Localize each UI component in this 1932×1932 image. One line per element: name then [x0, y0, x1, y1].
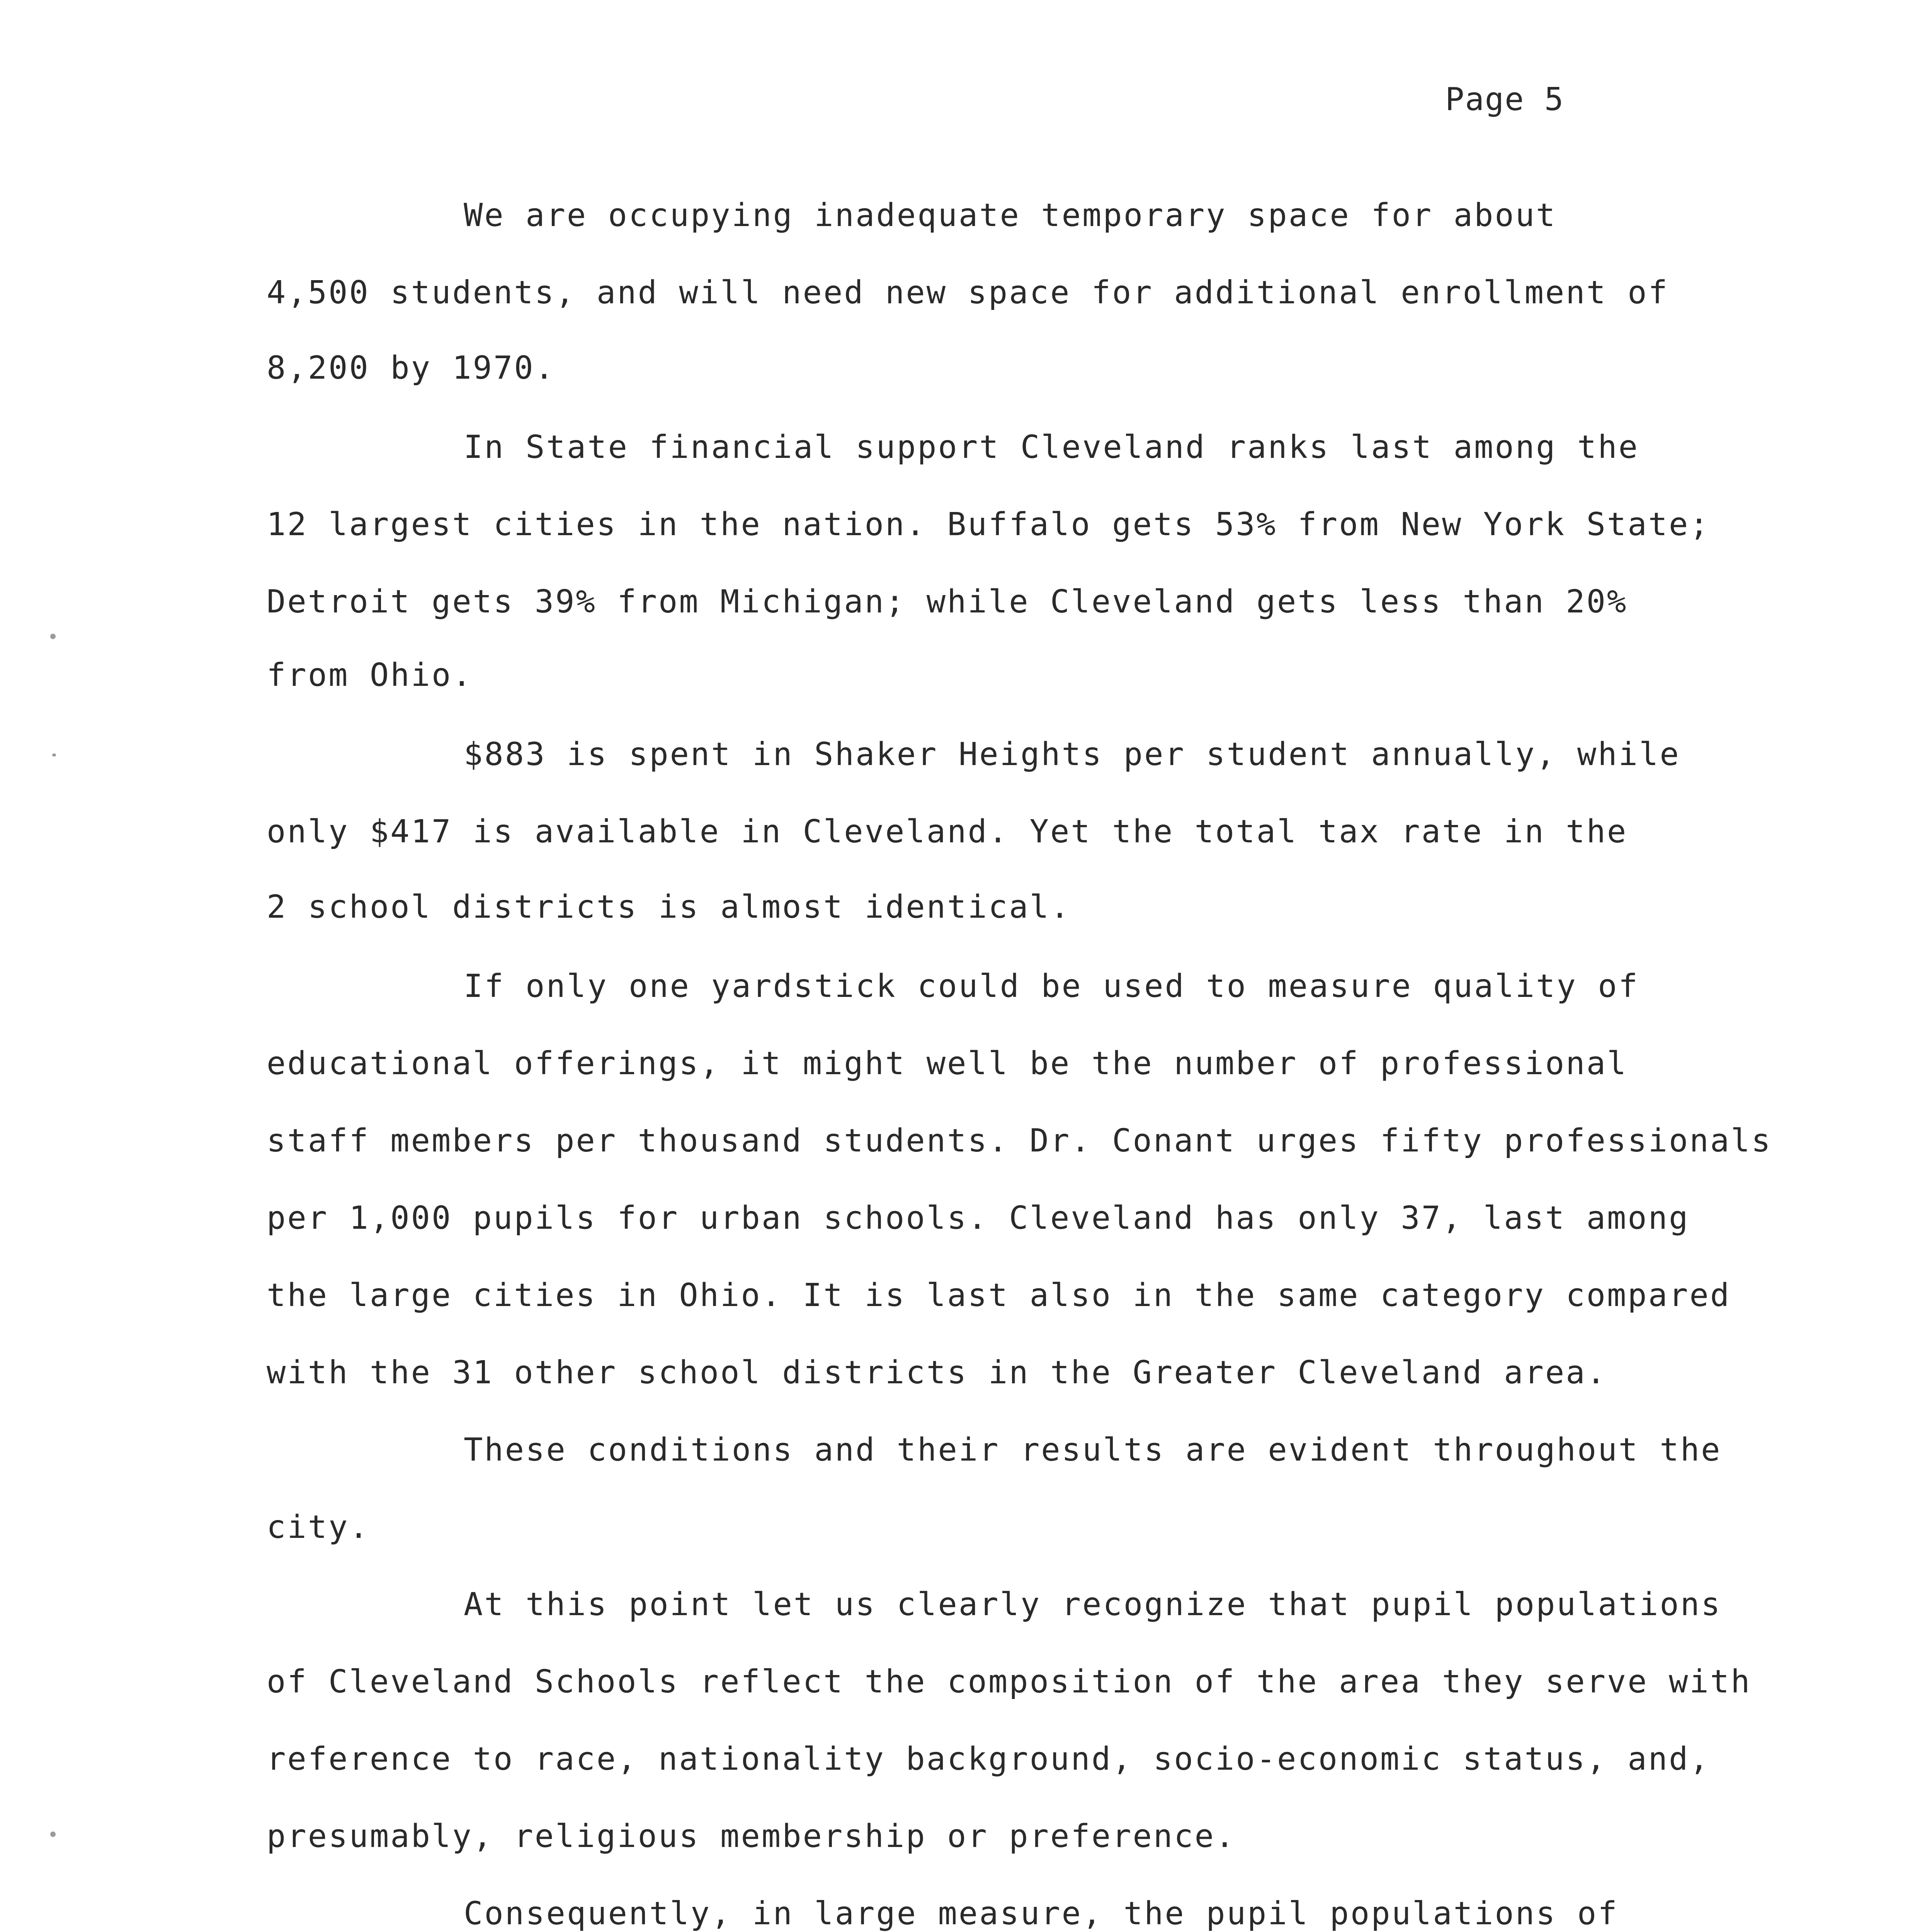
- text-line: city.: [267, 1509, 370, 1546]
- text-line: In State financial support Cleveland ranks last among the: [464, 429, 1639, 466]
- text-line: with the 31 other school districts in the Greater Cleveland area.: [267, 1354, 1607, 1391]
- text-line: reference to race, nationality background, socio-economic status, and,: [267, 1741, 1710, 1777]
- text-line: $883 is spent in Shaker Heights per student annually, while: [464, 736, 1680, 773]
- page-number: Page 5: [1445, 81, 1565, 118]
- text-line: 2 school districts is almost identical.: [267, 889, 1071, 925]
- text-line: If only one yardstick could be used to measure quality of: [464, 968, 1639, 1005]
- text-line: Consequently, in large measure, the pupil populations of: [464, 1895, 1619, 1932]
- text-line: staff members per thousand students. Dr. Conant urges fifty professionals: [267, 1122, 1772, 1159]
- text-line: of Cleveland Schools reflect the composition of the area they serve with: [267, 1663, 1752, 1700]
- scan-speck: [52, 753, 56, 757]
- text-line: 4,500 students, and will need new space for additional enrollment of: [267, 274, 1669, 311]
- scan-speck: [50, 1832, 56, 1837]
- text-line: At this point let us clearly recognize that pupil populations: [464, 1586, 1722, 1623]
- text-line: 8,200 by 1970.: [267, 350, 556, 386]
- text-line: the large cities in Ohio. It is last also in the same category compared: [267, 1277, 1731, 1314]
- text-line: Detroit gets 39% from Michigan; while Cleveland gets less than 20%: [267, 583, 1628, 620]
- text-line: per 1,000 pupils for urban schools. Cleveland has only 37, last among: [267, 1200, 1690, 1236]
- text-line: These conditions and their results are evident throughout the: [464, 1432, 1722, 1468]
- text-line: from Ohio.: [267, 657, 473, 694]
- text-line: educational offerings, it might well be the number of professional: [267, 1045, 1628, 1082]
- text-line: presumably, religious membership or preference.: [267, 1818, 1236, 1855]
- text-line: We are occupying inadequate temporary space for about: [464, 197, 1557, 234]
- scan-speck: [50, 634, 56, 639]
- text-line: 12 largest cities in the nation. Buffalo gets 53% from New York State;: [267, 506, 1710, 543]
- text-line: only $417 is available in Cleveland. Yet the total tax rate in the: [267, 813, 1628, 850]
